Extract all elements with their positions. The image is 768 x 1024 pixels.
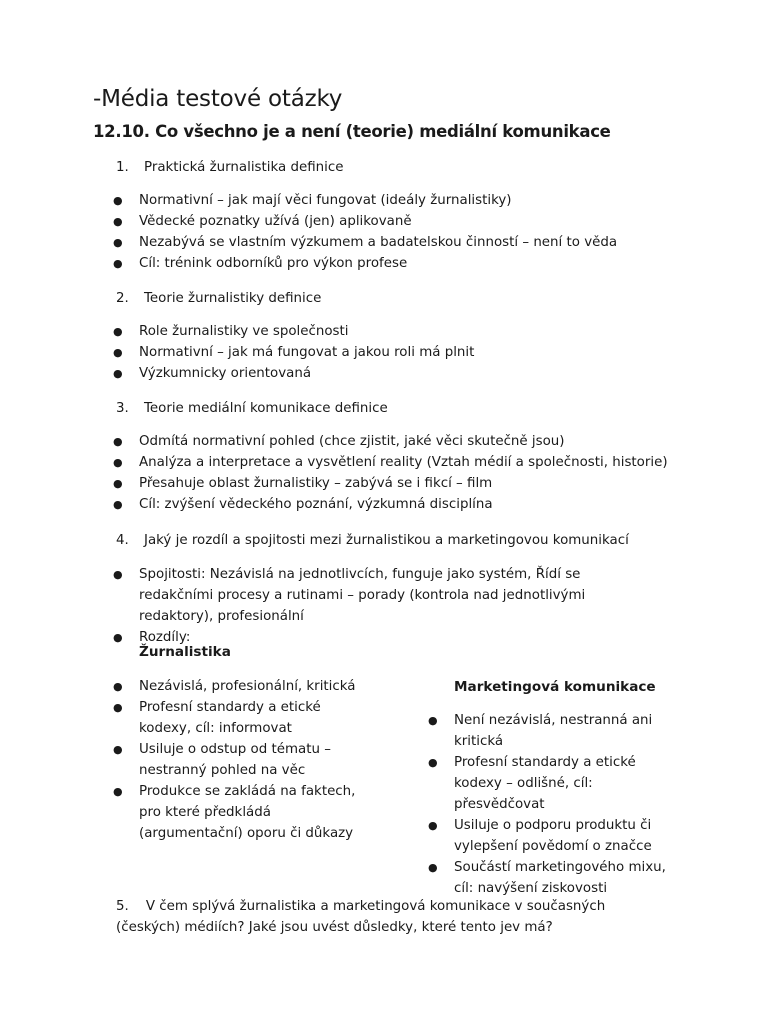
marketing-list [428, 710, 678, 899]
section-5-text: V čem splývá žurnalistika a marketingová komunikace v současných (českých) médiích? Jaké jsou uvést důsledky, které tento jev má? [116, 899, 606, 935]
section-heading-text: Teorie žurnalistiky definice [144, 291, 322, 306]
section-2-heading [116, 291, 321, 306]
list-item: ● Výzkumnicky orientovaná [113, 363, 474, 384]
section-number: 5. [116, 899, 129, 914]
bullet-icon: ● [113, 346, 123, 359]
section-number: 1. [116, 160, 129, 175]
bullet-icon: ● [113, 435, 123, 448]
marketing-heading: Marketingová komunikace [454, 679, 656, 695]
bullet-icon: ● [113, 325, 123, 338]
list-item: ● Normativní – jak má fungovat a jakou roli má plnit [113, 342, 474, 363]
list-item: ● Nezávislá, profesionální, kritická [113, 676, 363, 697]
section-heading-text: Jaký je rozdíl a spojitosti mezi žurnalistikou a marketingovou komunikací [144, 533, 629, 548]
section-heading-text: Teorie mediální komunikace definice [144, 401, 388, 416]
list-item: ● Usiluje o podporu produktu či vylepšení povědomí o značce [428, 815, 678, 857]
bullet-icon: ● [113, 456, 123, 469]
bullet-icon: ● [113, 680, 123, 693]
document-subtitle: 12.10. Co všechno je a není (teorie) mediální komunikace [93, 122, 611, 141]
list-item: ● Není nezávislá, nestranná ani kritická [428, 710, 678, 752]
list-item: ● Role žurnalistiky ve společnosti [113, 321, 474, 342]
document-title: -Média testové otázky [93, 86, 343, 112]
section-number: 2. [116, 291, 129, 306]
bullet-icon: ● [113, 215, 123, 228]
list-item: ● Odmítá normativní pohled (chce zjistit, jaké věci skutečně jsou) [113, 431, 668, 452]
bullet-icon: ● [113, 236, 123, 249]
bullet-icon: ● [113, 743, 123, 756]
bullet-icon: ● [113, 194, 123, 207]
section-heading-text: Praktická žurnalistika definice [144, 160, 344, 175]
bullet-icon: ● [113, 367, 123, 380]
list-item: ● Spojitosti: Nezávislá na jednotlivcích, funguje jako systém, Řídí se redakčními procesy a rutinami – porady (kontrola nad jednotlivými redaktory), profesionální [113, 564, 653, 627]
section-number: 4. [116, 533, 129, 548]
bullet-icon: ● [428, 756, 438, 769]
bullet-icon: ● [113, 477, 123, 490]
list-item: ● Přesahuje oblast žurnalistiky – zabývá se i fikcí – film [113, 473, 668, 494]
section-5-paragraph [116, 896, 656, 938]
bullet-icon: ● [428, 714, 438, 727]
bullet-icon: ● [113, 631, 123, 644]
list-item: ● Cíl: zvýšení vědeckého poznání, výzkumná disciplína [113, 494, 668, 515]
list-item: ● Součástí marketingového mixu, cíl: navýšení ziskovosti [428, 857, 678, 899]
section-3-heading [116, 401, 388, 416]
list-item: ● Produkce se zakládá na faktech, pro které předkládá (argumentační) oporu či důkazy [113, 781, 363, 844]
list-item: ● Usiluje o odstup od tématu – nestranný pohled na věc [113, 739, 363, 781]
section-4-heading [116, 533, 629, 548]
bullet-icon: ● [113, 785, 123, 798]
list-item: ● Analýza a interpretace a vysvětlení reality (Vztah médií a společnosti, historie) [113, 452, 668, 473]
list-item: ● Profesní standardy a etické kodexy – odlišné, cíl: přesvědčovat [428, 752, 678, 815]
bullet-icon: ● [113, 257, 123, 270]
section-2-list [113, 321, 474, 384]
list-item: ● Profesní standardy a etické kodexy, cíl: informovat [113, 697, 363, 739]
section-1-list [113, 190, 617, 274]
list-item: ● Vědecké poznatky užívá (jen) aplikovaně [113, 211, 617, 232]
section-number: 3. [116, 401, 129, 416]
section-4-list [113, 564, 653, 648]
bullet-icon: ● [113, 701, 123, 714]
list-item: ● Normativní – jak mají věci fungovat (ideály žurnalistiky) [113, 190, 617, 211]
list-item: ● Rozdíly: [113, 627, 653, 648]
journalism-list [113, 676, 363, 844]
journalism-heading: Žurnalistika [139, 644, 231, 660]
list-item: ● Cíl: trénink odborníků pro výkon profese [113, 253, 617, 274]
bullet-icon: ● [113, 498, 123, 511]
bullet-icon: ● [113, 568, 123, 581]
bullet-icon: ● [428, 861, 438, 874]
section-1-heading [116, 160, 343, 175]
list-item: ● Nezabývá se vlastním výzkumem a badatelskou činností – není to věda [113, 232, 617, 253]
bullet-icon: ● [428, 819, 438, 832]
section-3-list [113, 431, 668, 515]
